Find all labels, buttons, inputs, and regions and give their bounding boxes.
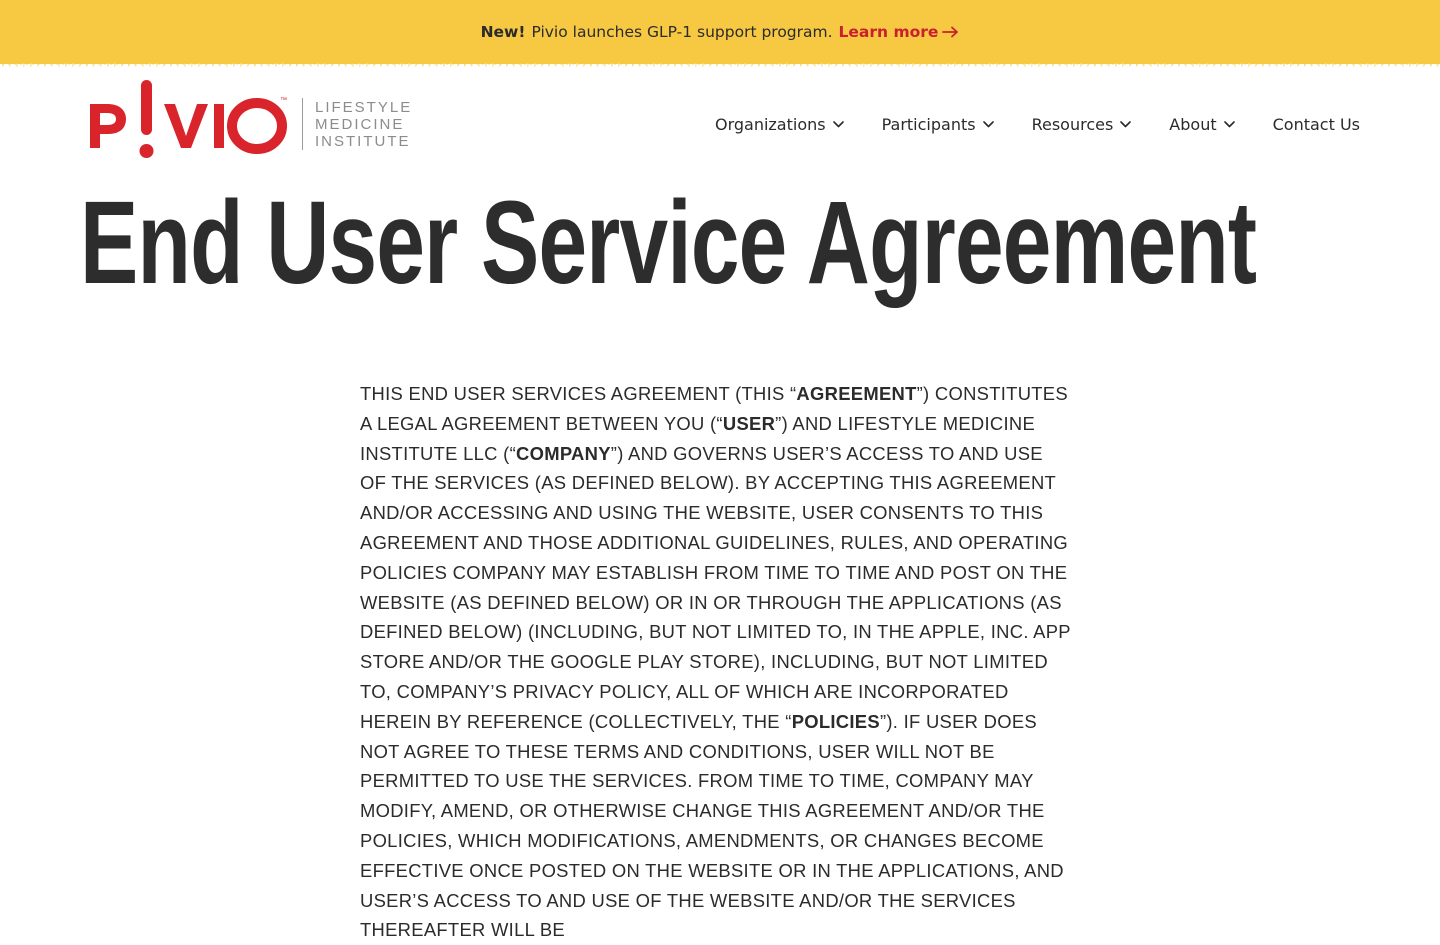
- pivio-logo[interactable]: [84, 78, 412, 170]
- announcement-new-label: New!: [480, 23, 526, 41]
- announcement-message: Pivio launches GLP-1 support program.: [531, 23, 833, 41]
- logo-divider: [302, 98, 303, 150]
- agreement-term-agreement: AGREEMENT: [796, 383, 917, 404]
- learn-more-label: Learn more: [838, 23, 939, 41]
- agreement-text-part-5: ”). IF USER DOES NOT AGREE TO THESE TERMS AND CONDITIONS, USER WILL NOT BE PERMITTED TO USE THE SERVICES. FROM TIME TO TIME, COMPANY MAY MODIFY, AMEND, OR OTHERWISE CHANGE THIS AGREEMENT AND/OR THE POLICIES, WHICH MODIFICATIONS, AMENDMENTS, OR CHANGES BECOME EFFECTIVE ONCE POSTED ON THE WEBSITE OR IN THE APPLICATIONS, AND USER’S ACCESS TO AND USE OF THE WEBSITE AND/OR THE SERVICES THEREAFTER WILL BE: [360, 710, 1064, 941]
- learn-more-link[interactable]: [839, 23, 960, 41]
- pivio-wordmark-logo: [84, 78, 290, 170]
- agreement-term-company: COMPANY: [516, 442, 611, 464]
- chevron-down-icon: [1120, 121, 1131, 128]
- nav-label-resources: Resources: [1031, 114, 1114, 134]
- agreement-text: [360, 379, 1072, 945]
- logo-tagline: [315, 99, 412, 150]
- tagline-line-2: MEDICINE: [315, 115, 405, 133]
- page-title: End User Service Agreement: [80, 177, 1257, 309]
- nav-item-contact-us[interactable]: [1273, 115, 1360, 134]
- agreement-text-part-3: ”) AND LIFESTYLE MEDICINE INSTITUTE LLC (“: [360, 412, 1036, 464]
- nav-item-resources[interactable]: [1032, 115, 1132, 134]
- nav-item-about[interactable]: [1169, 115, 1234, 134]
- chevron-down-icon: [833, 121, 844, 128]
- tagline-line-1: LIFESTYLE: [315, 98, 413, 116]
- nav-label-about: About: [1169, 114, 1217, 134]
- nav-item-organizations[interactable]: [715, 115, 844, 134]
- announcement-edge: [0, 62, 1440, 70]
- tagline-line-3: INSTITUTE: [315, 132, 411, 150]
- nav-label-contact-us: Contact Us: [1272, 114, 1360, 134]
- chevron-down-icon: [983, 121, 994, 128]
- chevron-down-icon: [1224, 121, 1235, 128]
- nav-label-participants: Participants: [881, 114, 976, 134]
- agreement-term-policies: POLICIES: [791, 710, 880, 732]
- nav-label-organizations: Organizations: [714, 114, 826, 134]
- nav-item-participants[interactable]: [882, 115, 994, 134]
- svg-text:™: ™: [280, 97, 287, 104]
- agreement-text-part-4: ”) AND GOVERNS USER’S ACCESS TO AND USE OF THE SERVICES (AS DEFINED BELOW). BY ACCEPTING THIS AGREEMENT AND/OR ACCESSING AND USING THE WEBSITE, USER CONSENTS TO THIS AGREEMENT AND THOSE ADDITIONAL GUIDELINES, RULES, AND OPERATING POLICIES COMPANY MAY ESTABLISH FROM TIME TO TIME AND POST ON THE WEBSITE (AS DEFINED BELOW) OR IN OR THROUGH THE APPLICATIONS (AS DEFINED BELOW) (INCLUDING, BUT NOT LIMITED TO, IN THE APPLE, INC. APP STORE AND/OR THE GOOGLE PLAY STORE), INCLUDING, BUT NOT LIMITED TO, COMPANY’S PRIVACY POLICY, ALL OF WHICH ARE INCORPORATED HEREIN BY REFERENCE (COLLECTIVELY, THE “: [360, 442, 1071, 732]
- announcement-bar: [0, 0, 1440, 64]
- main-nav: [677, 108, 1360, 140]
- arrow-right-icon: [942, 26, 959, 38]
- agreement-term-user: USER: [722, 412, 776, 434]
- agreement-text-part-2: ”) CONSTITUTES A LEGAL AGREEMENT BETWEEN YOU (“: [360, 383, 1068, 434]
- agreement-text-part-1: THIS END USER SERVICES AGREEMENT (THIS “: [360, 383, 797, 404]
